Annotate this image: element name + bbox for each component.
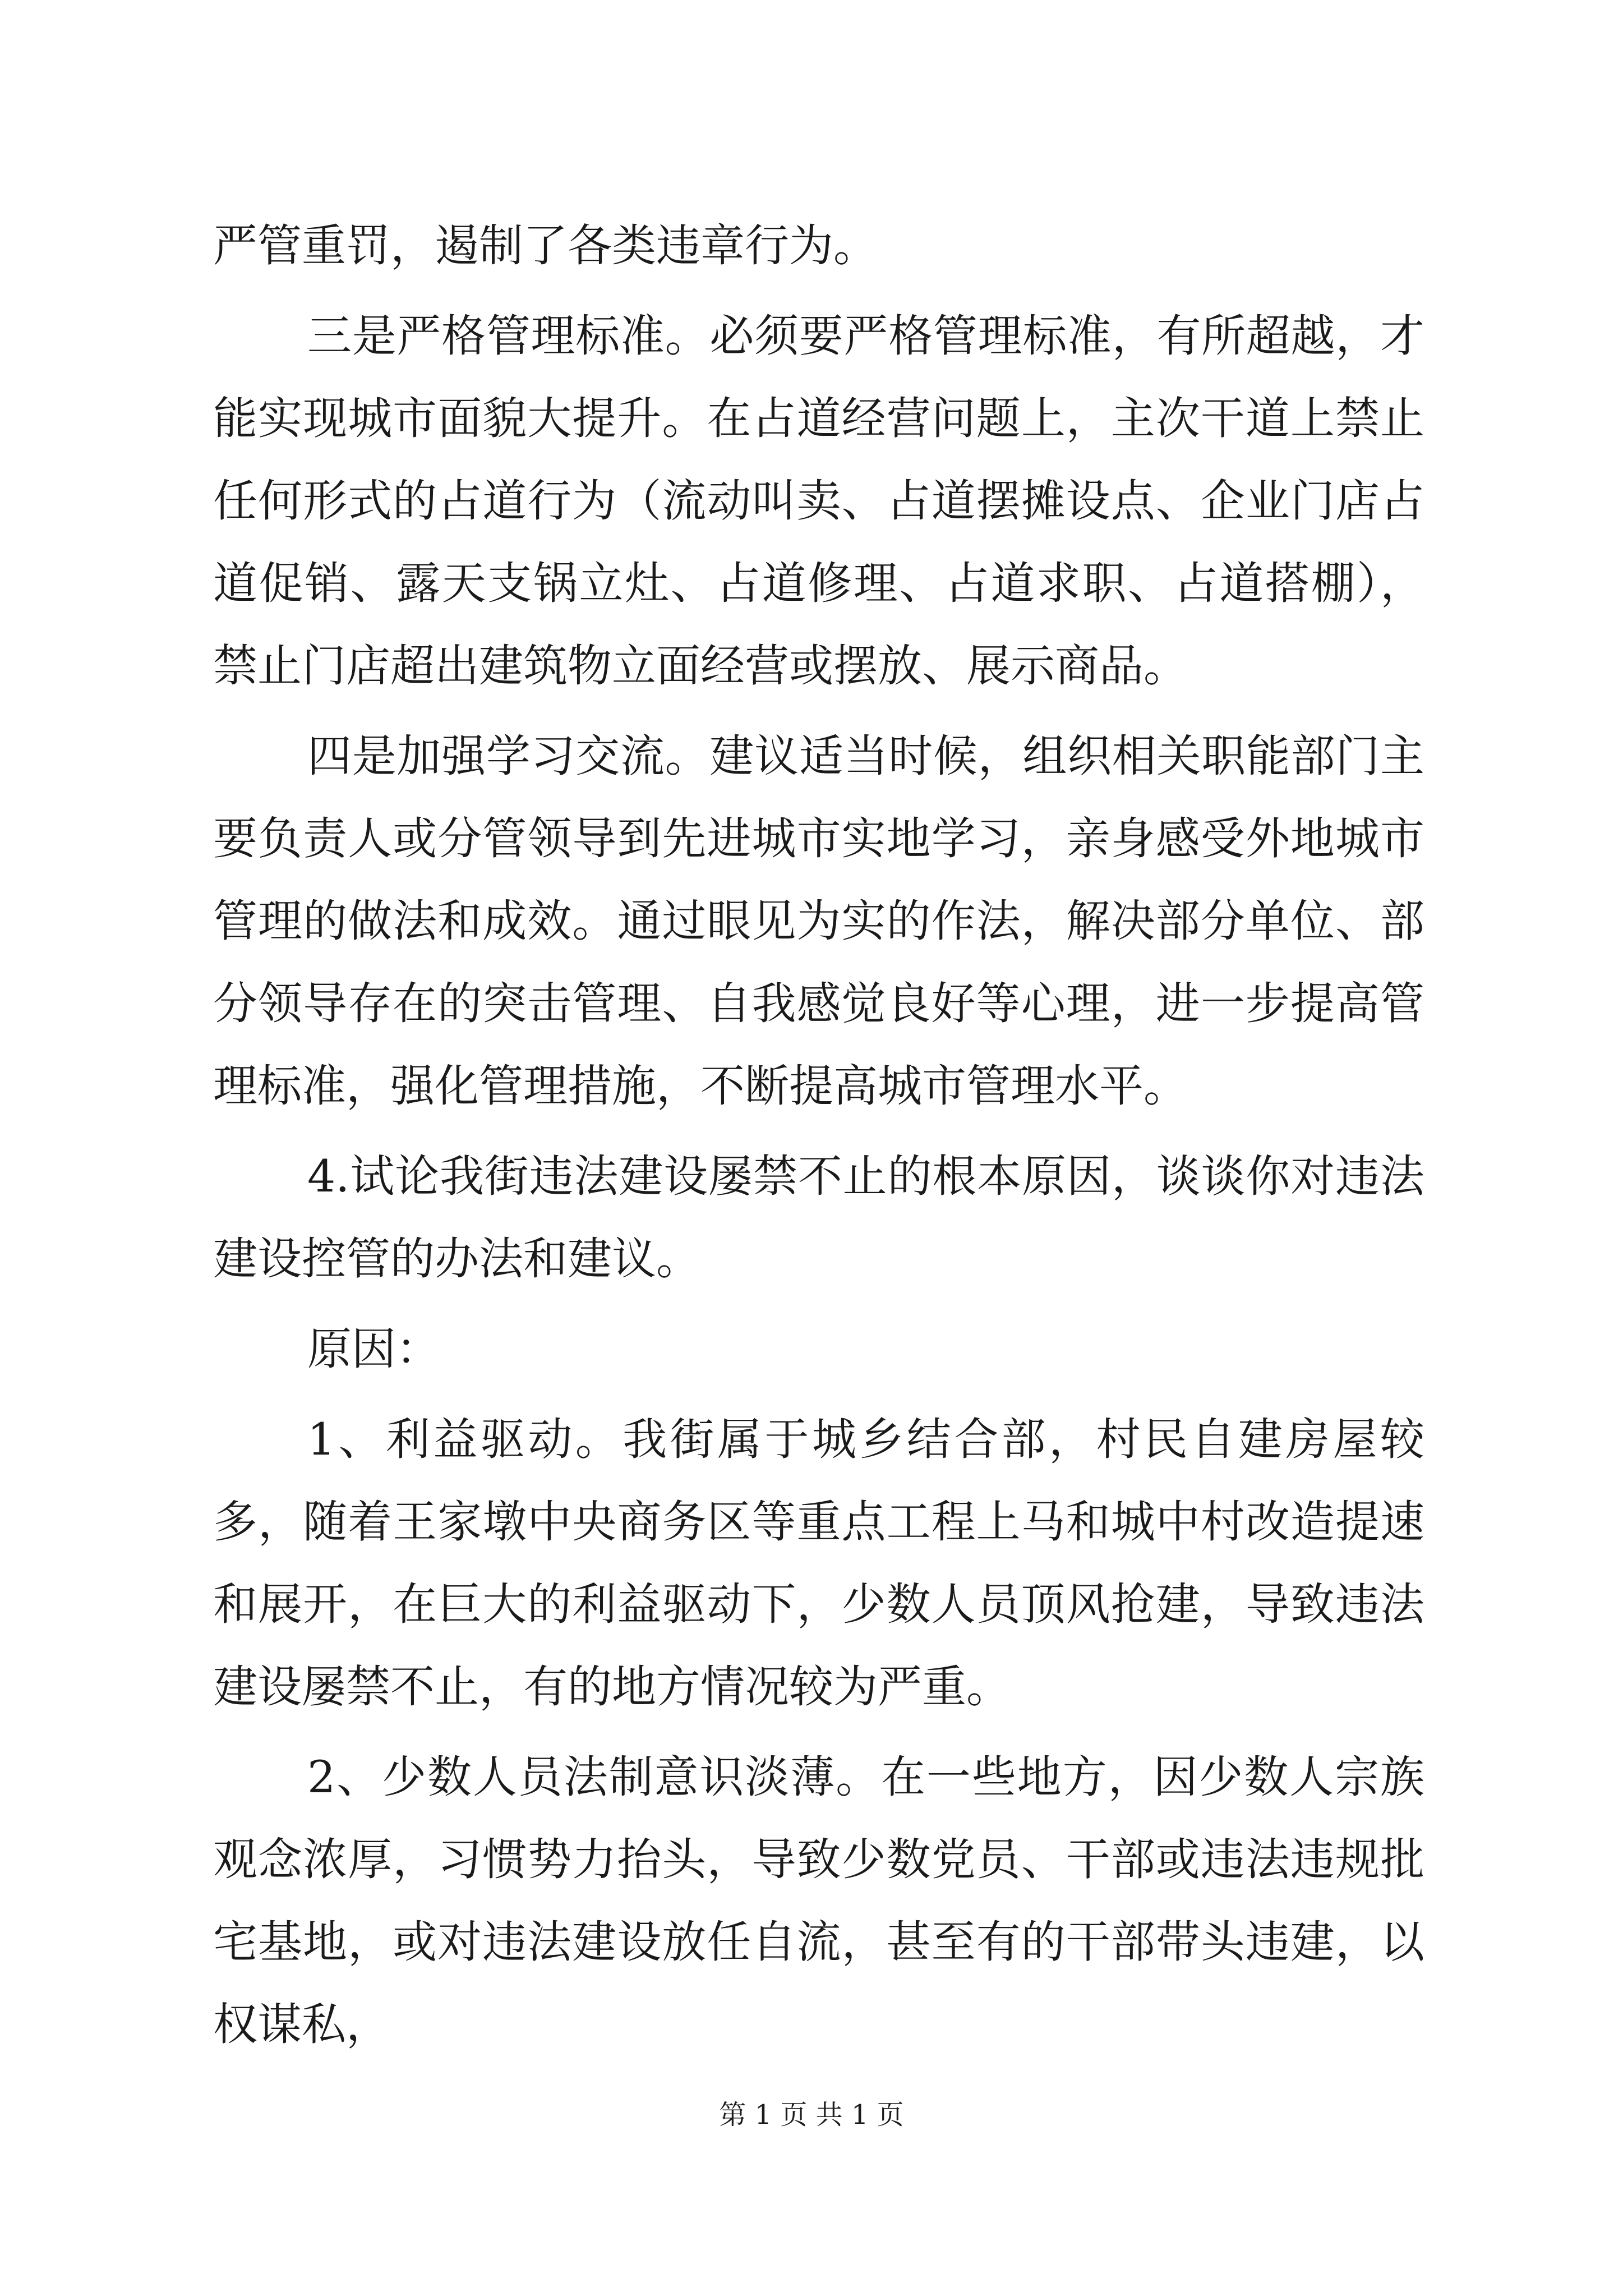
paragraph-reasons-heading: 原因： bbox=[307, 1323, 440, 1375]
paragraph-strict-standards: 三是严格管理标准。必须要严格管理标准，有所超越，才能实现城市面貌大提升。在占道经营问题上，主次干道上禁止任何形式的占道行为（流动叫卖、占道摆摊设点、企业门店占道促销、露天支锅立灶、占道修理、占道求职、占道搭棚），禁止门店超出建筑物立面经营或摆放、展示商品。 bbox=[213, 310, 1424, 692]
paragraph-reason-2: 2、少数人员法制意识淡薄。在一些地方，因少数人宗族观念浓厚，习惯势力抬头，导致少数党员、干部或违法违规批宅基地，或对违法建设放任自流，甚至有的干部带头违建，以权谋私， bbox=[213, 1751, 1424, 2050]
page-footer: 第 1 页 共 1 页 bbox=[719, 2099, 904, 2131]
paragraph-learning-exchange: 四是加强学习交流。建议适当时候，组织相关职能部门主要负责人或分管领导到先进城市实地学习，亲身感受外地城市管理的做法和成效。通过眼见为实的作法，解决部分单位、部分领导存在的突击管理、自我感觉良好等心理，进一步提高管理标准，强化管理措施，不断提高城市管理水平。 bbox=[213, 730, 1424, 1112]
paragraph-continuation: 严管重罚，遏制了各类违章行为。 bbox=[213, 220, 878, 272]
paragraph-reason-1: 1、利益驱动。我街属于城乡结合部，村民自建房屋较多，随着王家墩中央商务区等重点工程上马和城中村改造提速和展开，在巨大的利益驱动下，少数人员顶风抢建，导致违法建设屡禁不止，有的地方情况较为严重。 bbox=[213, 1414, 1424, 1713]
document-body bbox=[213, 205, 1424, 2074]
paragraph-question-4: 4.试论我街违法建设屡禁不止的根本原因，谈谈你对违法建设控管的办法和建议。 bbox=[213, 1151, 1424, 1285]
